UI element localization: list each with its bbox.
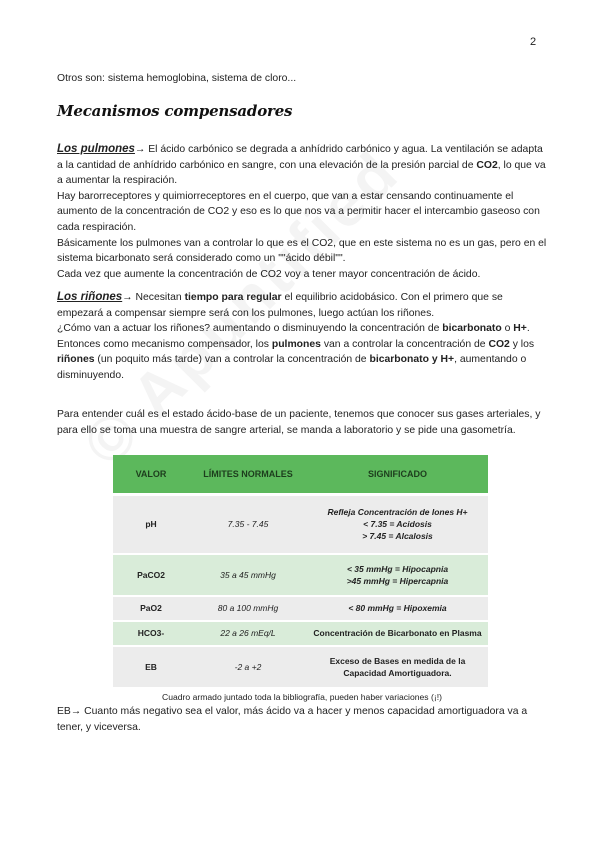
table-row: HCO3- 22 a 26 mEq/L Concentración de Bicarbonato en Plasma — [113, 621, 488, 646]
eb-paragraph: EB→ Cuanto más negativo sea el valor, más ácido va a hacer y menos capacidad amortiguadora va a tener, y viceversa. — [57, 706, 528, 733]
table-row: PaCO2 35 a 45 mmHg < 35 mmHg = Hipocapnia >45 mmHg = Hipercapnia — [113, 554, 488, 596]
arrow: → — [122, 292, 133, 303]
section-heading: Mecanismos compensadores — [57, 102, 293, 120]
header-limites: LÍMITES NORMALES — [189, 455, 307, 495]
pulmones-p2: Hay barorreceptores y quimiorreceptores en el cuerpo, que van a estar censando continuamente el aumento de la concentración de CO2 y eso es lo que nos va a permitir hacer el intercambio gaseoso con cada respiración. — [57, 190, 540, 233]
table-row: EB -2 a +2 Exceso de Bases en medida de la Capacidad Amortiguadora. — [113, 646, 488, 688]
gasometria-table — [113, 455, 488, 689]
gasometria-paragraph: Para entender cuál es el estado ácido-base de un paciente, tenemos que conocer sus gases arteriales, y para ello se toma una muestra de sangre arterial, se manda a laboratorio y se pide una gasometría. — [57, 409, 541, 436]
table-caption: Cuadro armado juntado toda la bibliografía, pueden haber variaciones (¡!) — [162, 692, 442, 702]
pulmones-p3: Básicamente los pulmones van a controlar lo que es el CO2, que en este sistema no es un gas, pero en el sistema bicarbonato será considerado como un ""ácido débil"". — [57, 237, 547, 265]
table-row: PaO2 80 a 100 mmHg < 80 mmHg = Hipoxemia — [113, 596, 488, 621]
header-significado: SIGNIFICADO — [307, 455, 488, 495]
rinones-section: Los riñones→ Necesitan tiempo para regular el equilibrio acidobásico. Con el primero que se empezará a compensar siempre será con los pulmones, luego actúan los riñones. ¿Cómo van a actuar los riñones? aumentando o disminuyendo la concentración de bicarbonato o H+. Entonces como mecanismo compensador, los pulmones van a controlar la concentración de CO2 y los riñones (un poquito más tarde) van a controlar la concentración de bicarbonato y H+, aumentando o disminuyendo. — [57, 291, 535, 381]
table-row: pH 7.35 - 7.45 Refleja Concentración de Iones H+ < 7.35 = Acidosis > 7.45 = Alcalosis — [113, 495, 488, 554]
pulmones-p4: Cada vez que aumente la concentración de CO2 voy a tener mayor concentración de ácido. — [57, 268, 481, 280]
rinones-lead: Los riñones — [57, 291, 123, 303]
header-valor: VALOR — [113, 455, 189, 495]
table-header-row — [113, 455, 488, 495]
page-number: 2 — [530, 36, 537, 48]
intro-paragraph: Otros son: sistema hemoglobina, sistema de cloro... — [57, 73, 297, 84]
pulmones-lead: Los pulmones — [57, 143, 135, 155]
eb-lead: EB→ — [57, 706, 82, 717]
pulmones-section: Los pulmones→ El ácido carbónico se degrada a anhídrido carbónico y agua. La ventilación se adapta a la cantidad de anhídrido carbónico en sangre, con una elevación de la presión parcial de CO2, lo que va a aumentar la respiración. Hay barorreceptores y quimiorreceptores en el cuerpo, que van a estar censando continuamente el aumento de la concentración de CO2 y eso es lo que nos va a permitir hacer el intercambio gaseoso con cada respiración. Básicamente los pulmones van a controlar lo que es el CO2, que en este sistema no es un gas, pero en el sistema bicarbonato será considerado como un ""ácido débil"". Cada vez que aumente la concentración de CO2 voy a tener mayor concentración de ácido. — [57, 143, 547, 280]
arrow: → — [134, 144, 146, 155]
